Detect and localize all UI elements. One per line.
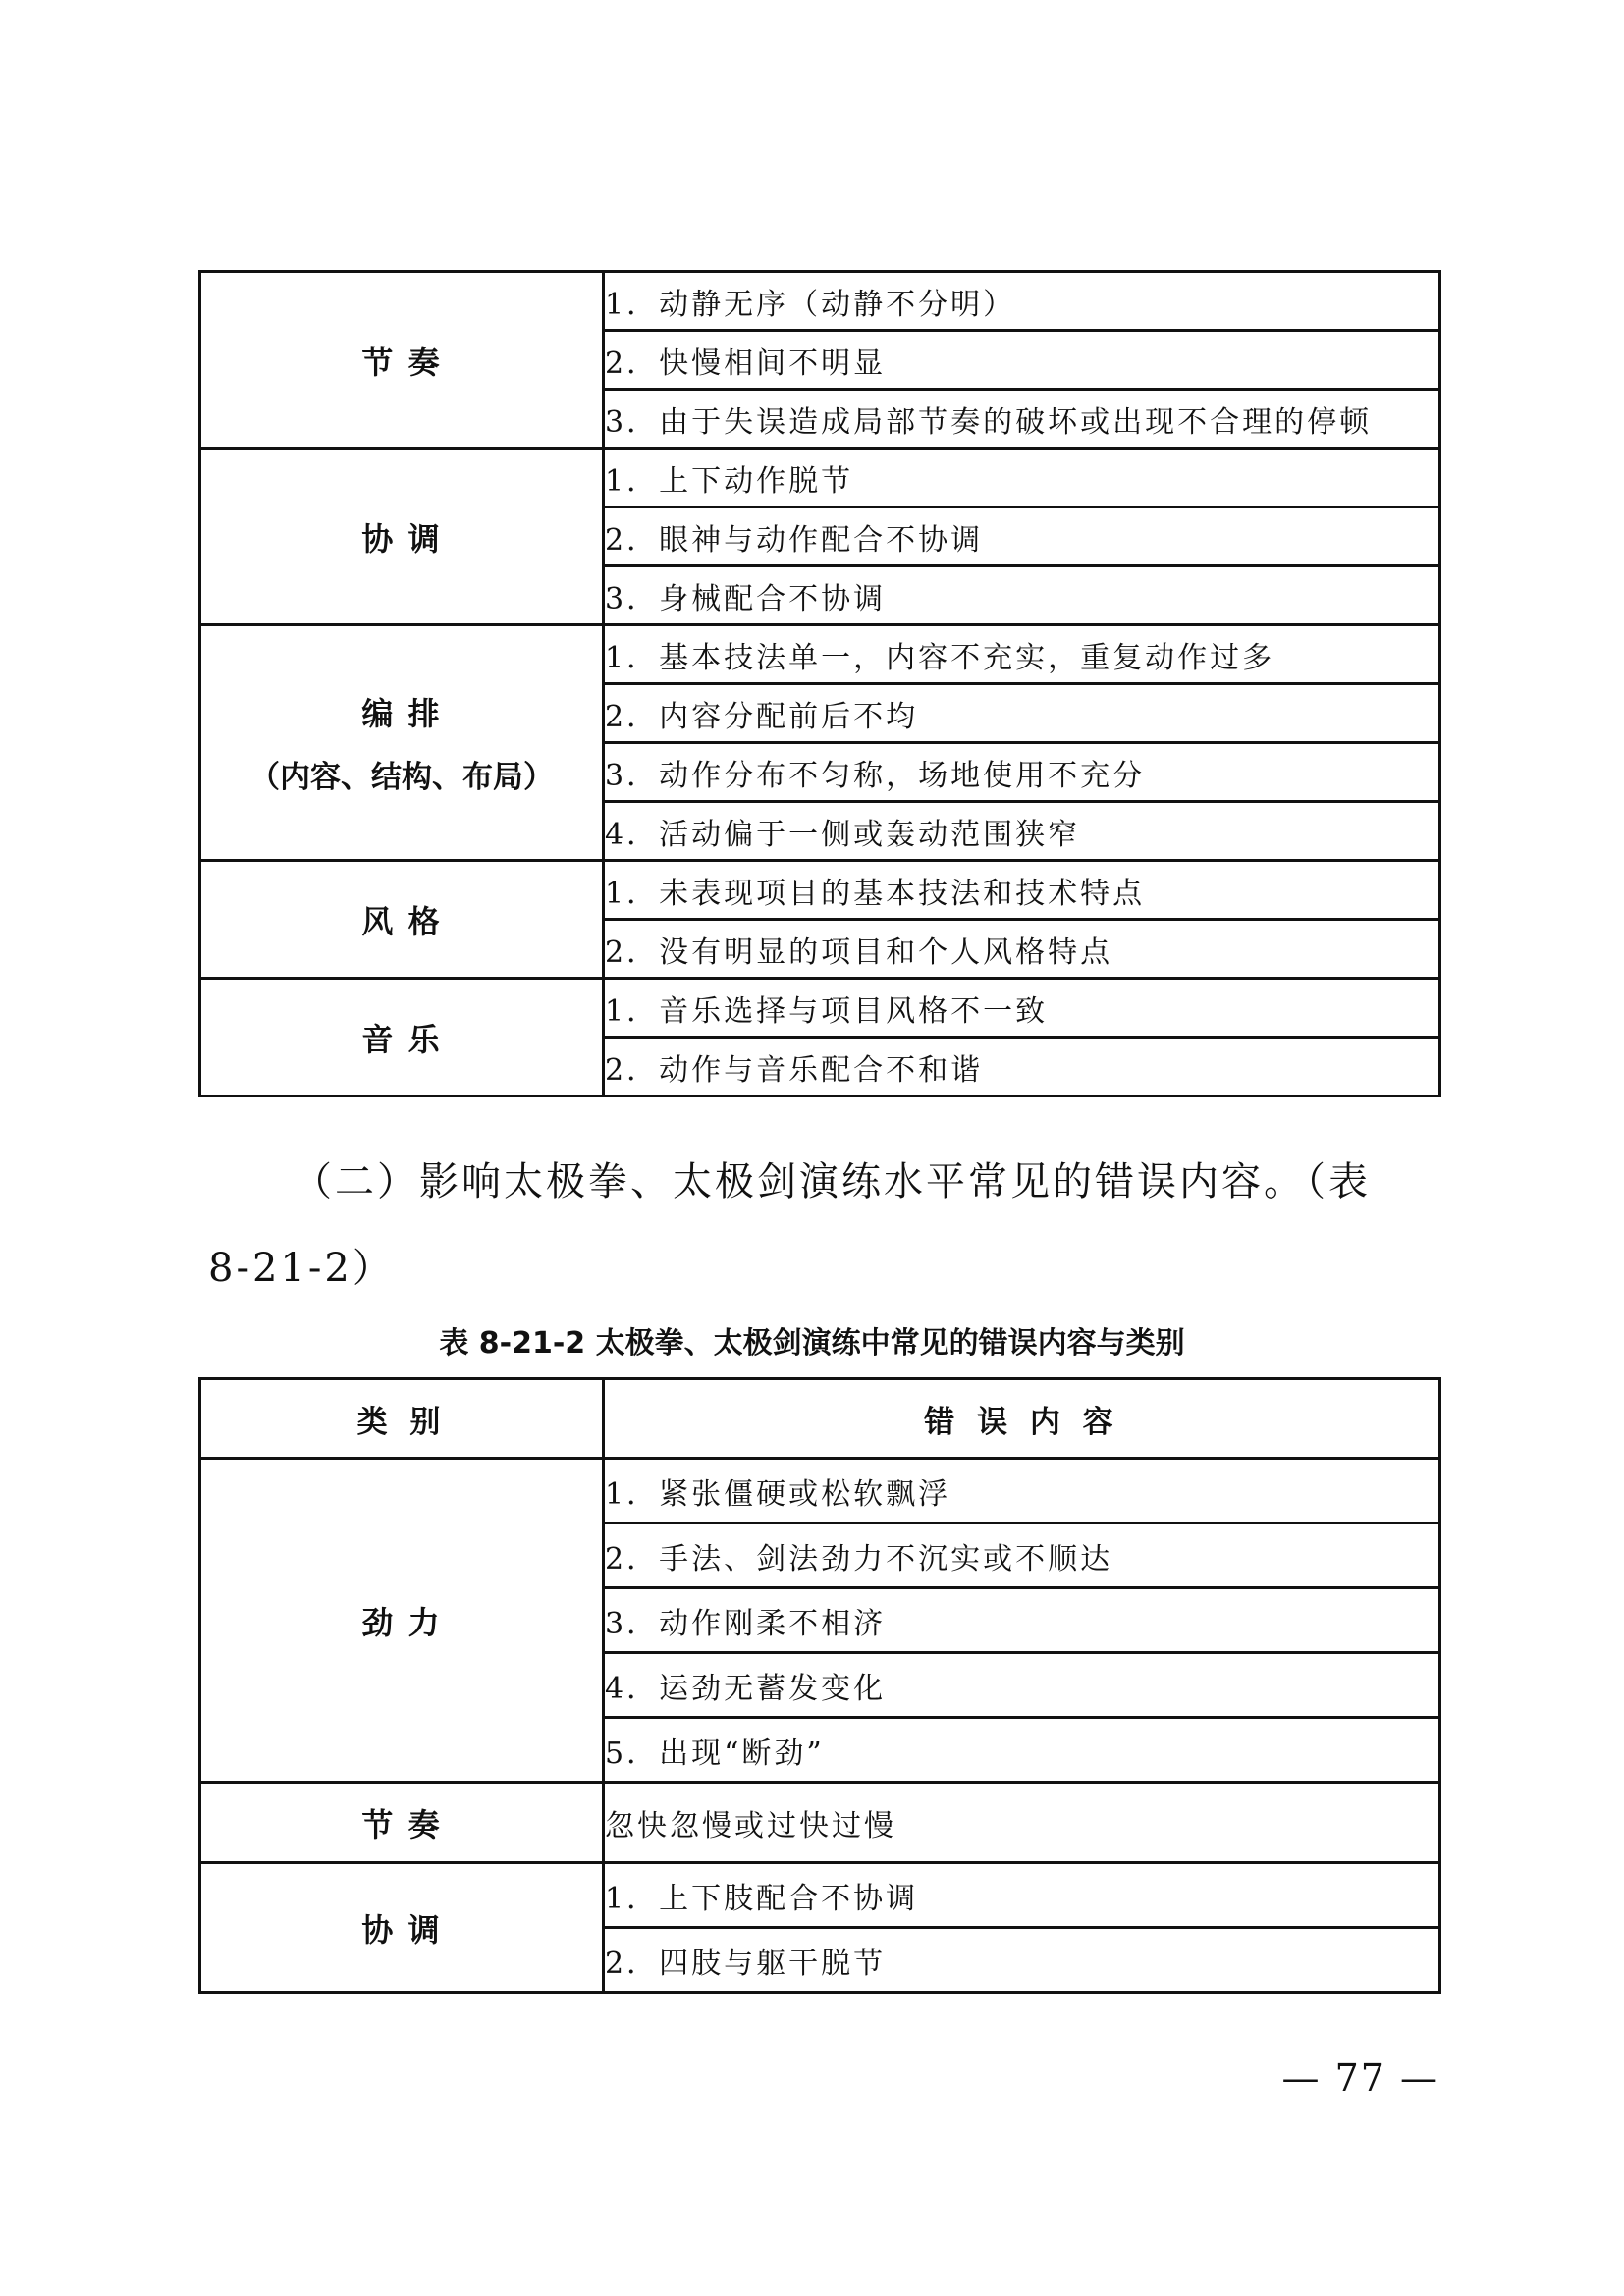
category-cell: [200, 1459, 604, 1783]
error-item: 2．没有明显的项目和个人风格特点: [604, 920, 1440, 979]
header-category: 类 别: [200, 1379, 604, 1459]
error-item: 2．眼神与动作配合不协调: [604, 507, 1440, 566]
category-cell: [200, 625, 604, 861]
error-item: 1．动静无序（动静不分明）: [604, 272, 1440, 331]
error-item: 4．活动偏于一侧或轰动范围狭窄: [604, 802, 1440, 861]
category-label: 风 格: [361, 902, 442, 940]
table-row: [200, 1783, 1440, 1863]
table-row: [200, 861, 1440, 920]
table-row: [200, 449, 1440, 507]
error-item: 5．出现“断劲”: [604, 1718, 1440, 1783]
category-label: 劲 力: [361, 1603, 442, 1641]
error-item: 3．由于失误造成局部节奏的破坏或出现不合理的停顿: [604, 390, 1440, 449]
category-cell: [200, 1863, 604, 1993]
error-table-continued: [198, 270, 1441, 1097]
table-row: [200, 625, 1440, 684]
table-row: [200, 1863, 1440, 1928]
page-number: — 77 —: [1281, 2056, 1439, 2100]
category-label: 节 奏: [361, 343, 442, 381]
table-row: [200, 1459, 1440, 1523]
error-item: 1．未表现项目的基本技法和技术特点: [604, 861, 1440, 920]
error-item: 2．内容分配前后不均: [604, 684, 1440, 743]
category-cell: [200, 449, 604, 625]
error-item: 2．动作与音乐配合不和谐: [604, 1038, 1440, 1096]
error-item: 1．上下动作脱节: [604, 449, 1440, 507]
error-table: [198, 1377, 1441, 1994]
error-item: 2．快慢相间不明显: [604, 331, 1440, 390]
category-label: 协 调: [361, 1910, 442, 1949]
table-row: [200, 979, 1440, 1038]
error-item: 1．紧张僵硬或松软飘浮: [604, 1459, 1440, 1523]
error-item: 2．手法、剑法劲力不沉实或不顺达: [604, 1523, 1440, 1588]
body-paragraph: [208, 1139, 1441, 1311]
table-caption: 表 8-21-2 太极拳、太极剑演练中常见的错误内容与类别: [439, 1326, 1185, 1361]
category-label: 编 排: [361, 695, 442, 732]
error-item: 2．四肢与躯干脱节: [604, 1928, 1440, 1993]
error-item: 3．动作刚柔不相济: [604, 1588, 1440, 1653]
category-cell: [200, 272, 604, 449]
category-label: 节 奏: [361, 1805, 442, 1843]
category-subtitle: （内容、结构、布局）: [249, 760, 554, 795]
error-item: 3．身械配合不协调: [604, 566, 1440, 625]
error-item: 1．上下肢配合不协调: [604, 1863, 1440, 1928]
category-cell: [200, 1783, 604, 1863]
error-item: 1．基本技法单一，内容不充实，重复动作过多: [604, 625, 1440, 684]
paragraph-line: 8-21-2）: [208, 1246, 395, 1291]
error-item: 3．动作分布不匀称，场地使用不充分: [604, 743, 1440, 802]
error-item: 4．运劲无蓄发变化: [604, 1653, 1440, 1718]
error-item: 忽快忽慢或过快过慢: [604, 1783, 1440, 1863]
table-header-row: [200, 1379, 1440, 1459]
category-label: 音 乐: [361, 1020, 442, 1058]
category-cell: [200, 979, 604, 1096]
header-content: 错 误 内 容: [604, 1379, 1440, 1459]
paragraph-line: （二）影响太极拳、太极剑演练水平常见的错误内容。（表: [293, 1159, 1371, 1204]
category-label: 协 调: [361, 519, 442, 558]
category-cell: [200, 861, 604, 979]
error-item: 1．音乐选择与项目风格不一致: [604, 979, 1440, 1038]
table-row: [200, 272, 1440, 331]
